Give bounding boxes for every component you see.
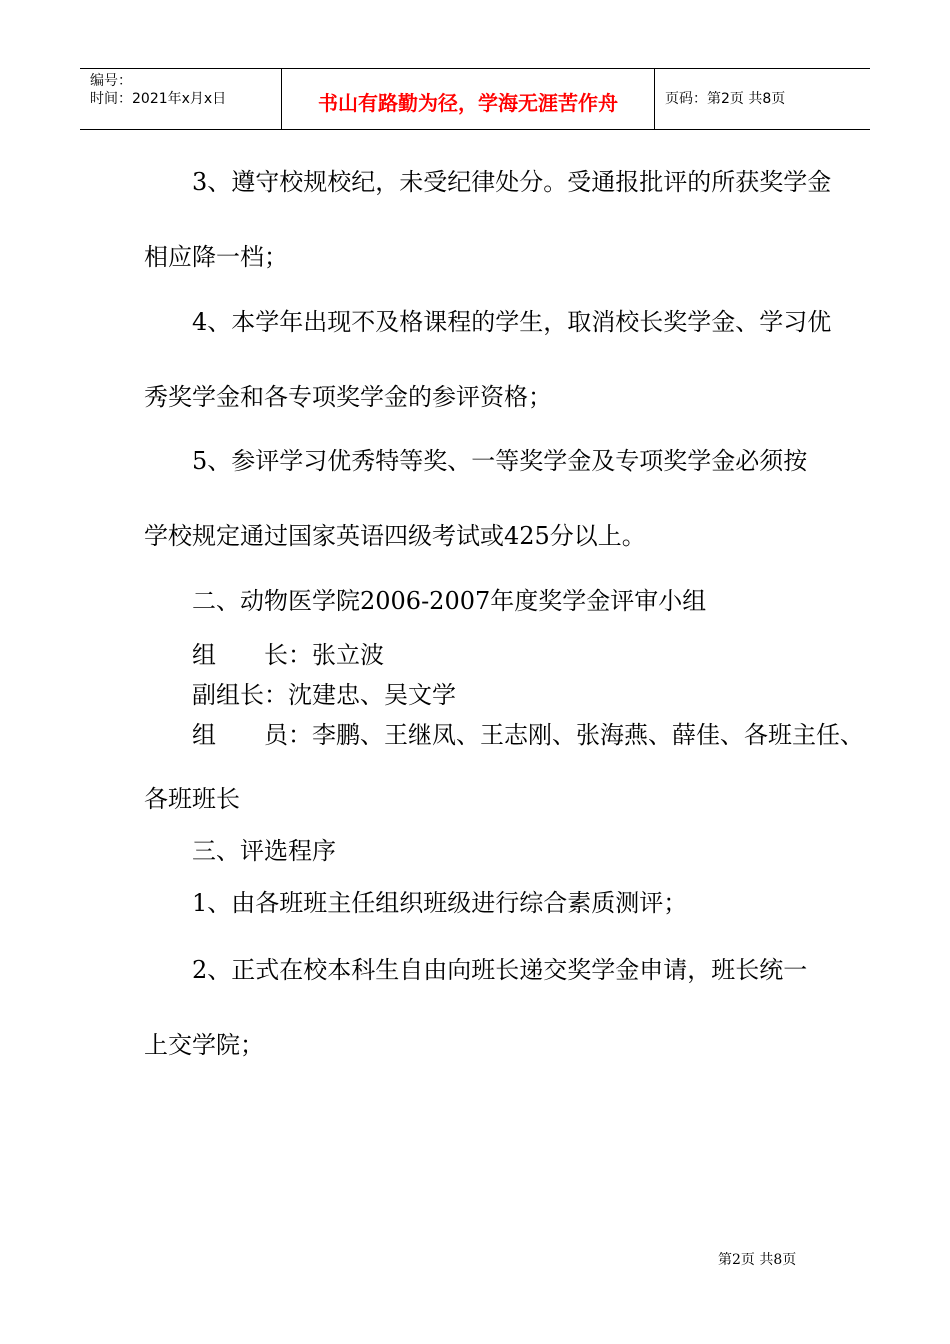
body-line-rule-4: 4、本学年出现不及格课程的学生，取消校长奖学金、学习优 (192, 308, 832, 336)
body-line-rule-5: 5、参评学习优秀特等奖、一等奖学金及专项奖学金必须按 (192, 447, 808, 475)
body-line-rule-5-cont: 学校规定通过国家英语四级考试或425分以上。 (144, 522, 646, 550)
committee-leader: 组 长：张立波 (192, 641, 384, 669)
page-header (80, 68, 870, 130)
header-right-cell (655, 69, 870, 129)
header-middle-cell (282, 69, 655, 129)
committee-deputy-leader: 副组长：沈建忠、吴文学 (192, 681, 456, 709)
header-left-cell (80, 69, 282, 129)
document-time-label: 时间：2021年x月x日 (90, 91, 227, 107)
header-motto: 书山有路勤为径，学海无涯苦作舟 (318, 91, 618, 115)
committee-members: 组 员：李鹏、王继凤、王志刚、张海燕、薛佳、各班主任、 (192, 721, 864, 749)
procedure-step-2-cont: 上交学院； (144, 1031, 264, 1059)
procedure-step-1: 1、由各班班主任组织班级进行综合素质测评； (192, 889, 688, 917)
section-heading-procedure: 三、评选程序 (192, 837, 336, 865)
header-page-number: 页码：第2页 共8页 (665, 91, 786, 107)
procedure-step-2: 2、正式在校本科生自由向班长递交奖学金申请，班长统一 (192, 956, 808, 984)
page-footer: 第2页 共8页 (718, 1252, 797, 1268)
document-number-label: 编号： (90, 73, 132, 89)
body-line-rule-4-cont: 秀奖学金和各专项奖学金的参评资格； (144, 383, 552, 411)
body-line-rule-3: 3、遵守校规校纪，未受纪律处分。受通报批评的所获奖学金 (192, 168, 832, 196)
committee-members-cont: 各班班长 (144, 785, 240, 813)
body-line-rule-3-cont: 相应降一档； (144, 243, 288, 271)
section-heading-committee: 二、动物医学院2006-2007年度奖学金评审小组 (192, 587, 707, 615)
